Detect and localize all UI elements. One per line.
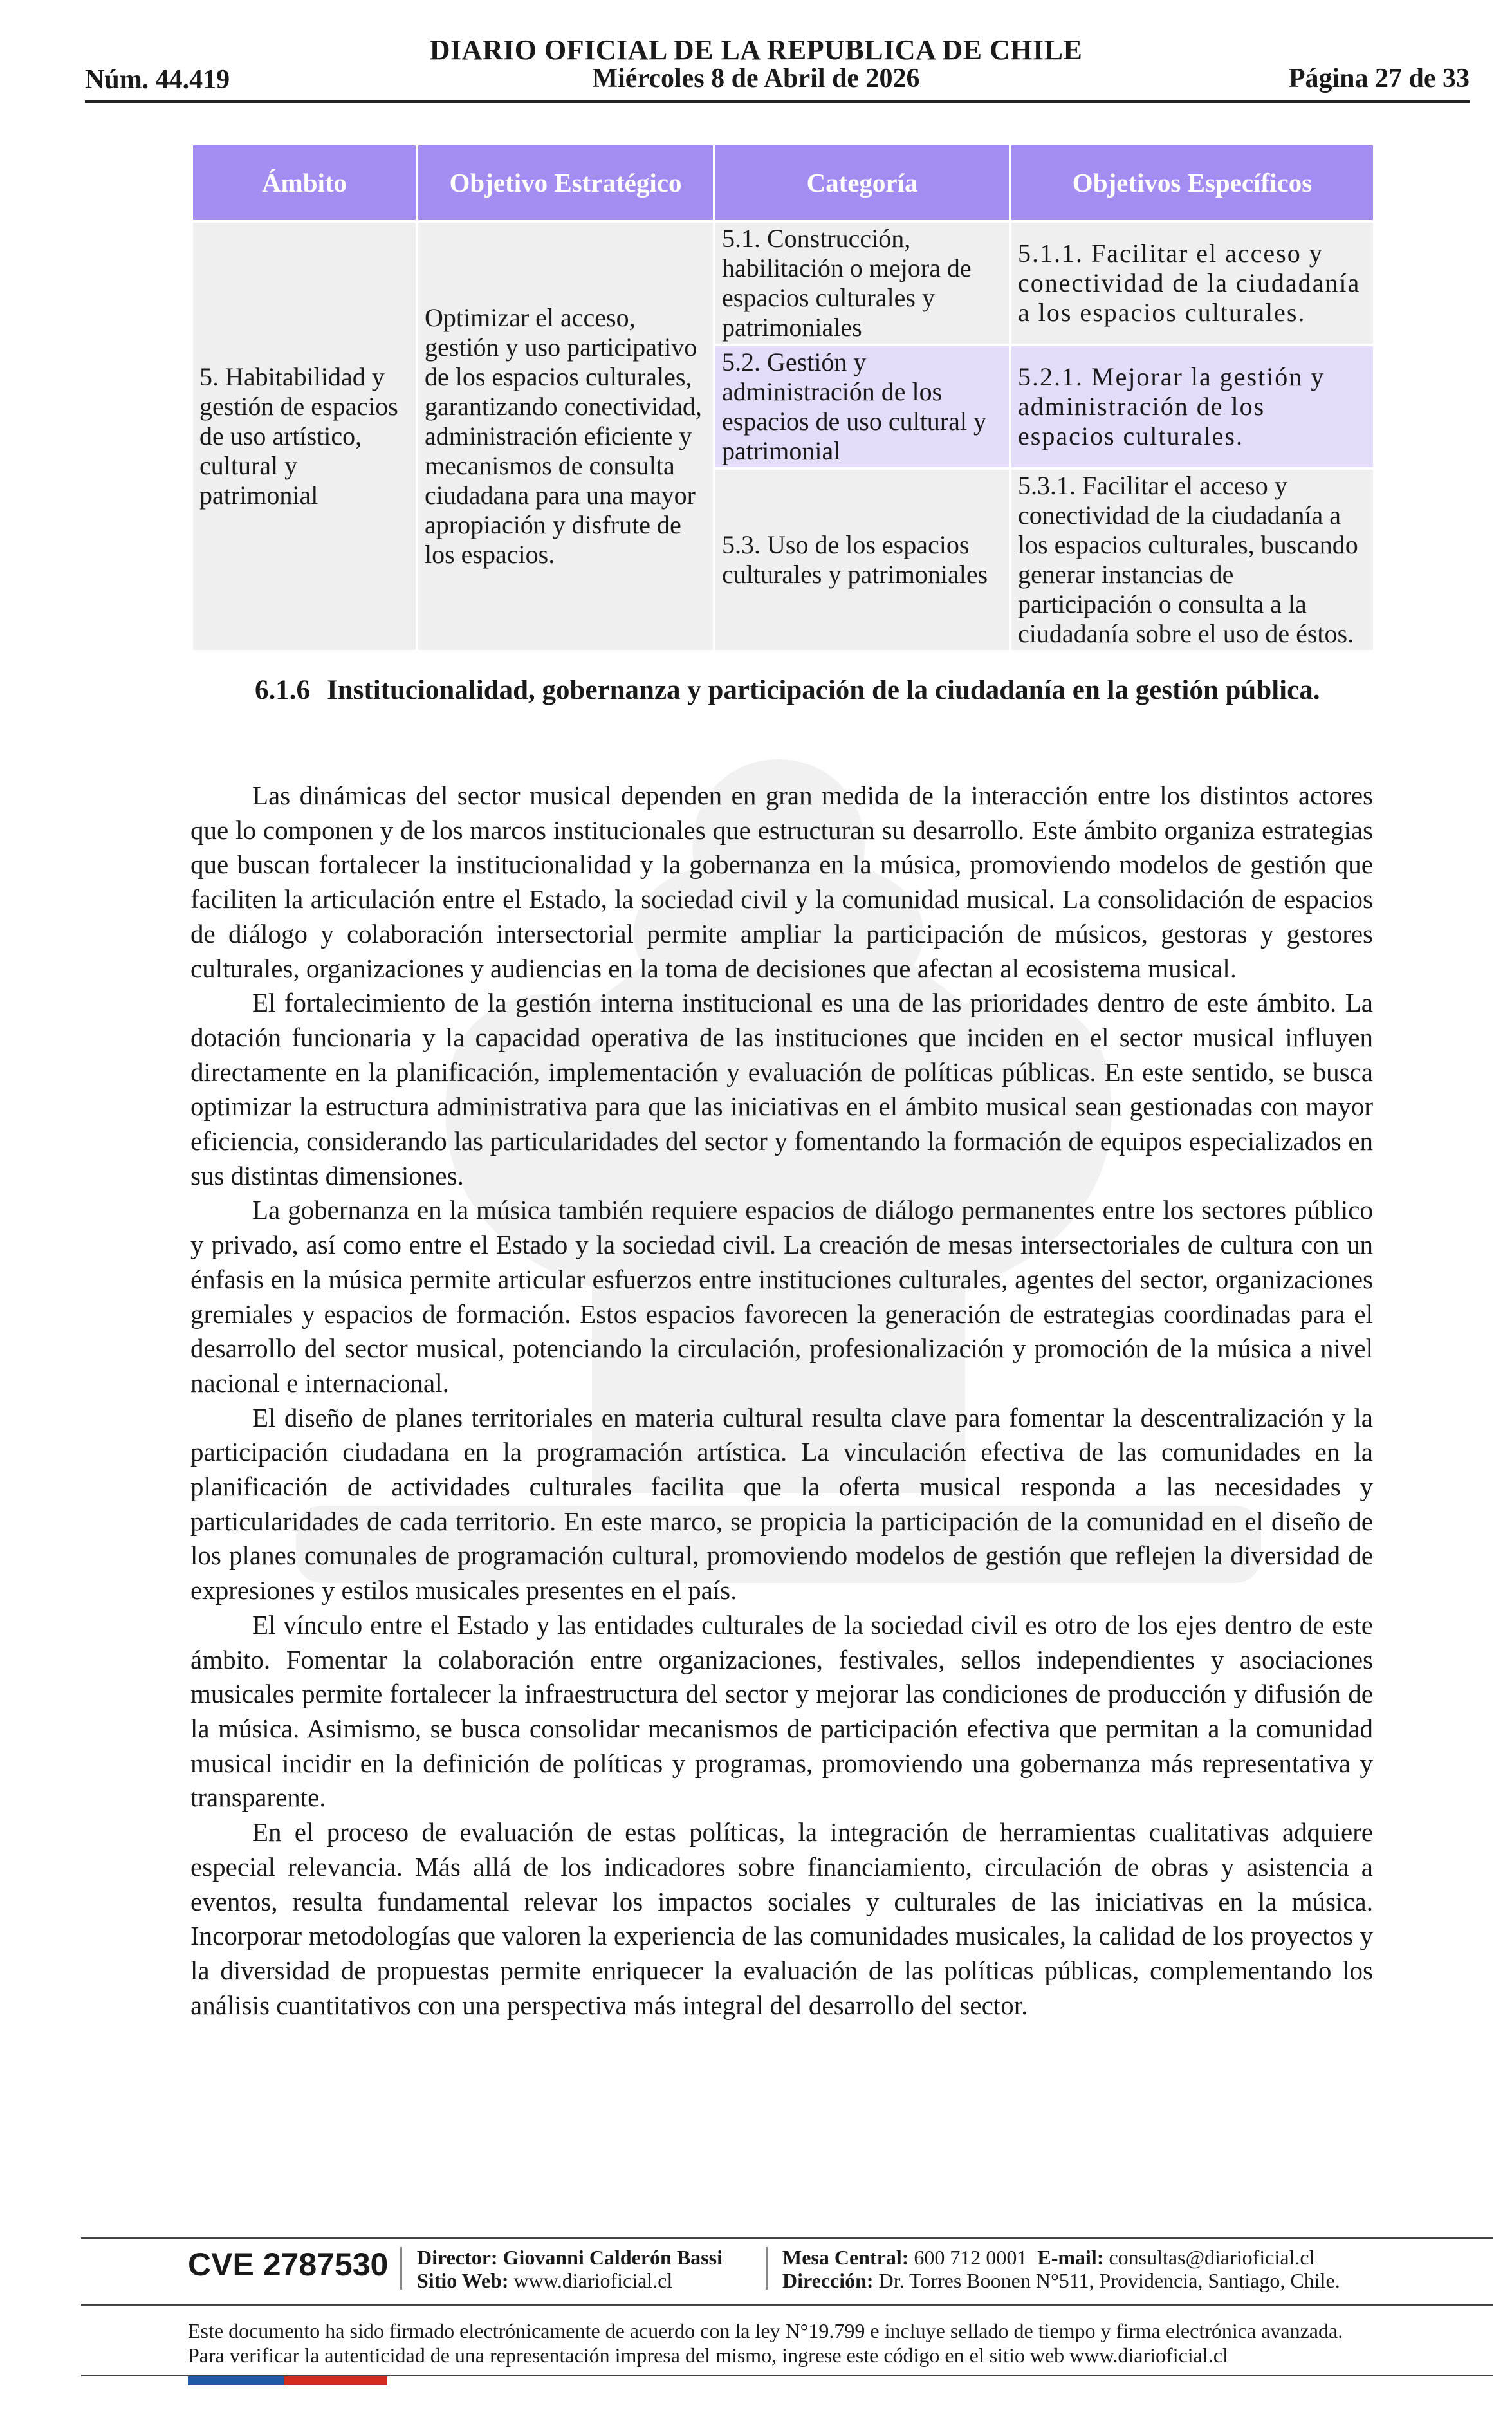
especifico-cell: 5.3.1. Facilitar el acceso y conectividad de la ciudadanía a los espacios culturales, buscando generar instancias de participación o consulta a la ciudadanía sobre el uso de éstos.: [1010, 468, 1374, 651]
paragraph: El vínculo entre el Estado y las entidades culturales de la sociedad civil es otro de los ejes dentro de este ámbito. Fomentar la colaboración entre organizaciones, festivales, sellos independientes y asociaciones musicales permite fortalecer la infraestructura del sector y mejorar las condiciones de producción y difusión de la música. Asimismo, se busca consolidar mecanismos de participación efectiva que permitan a la comunidad musical incidir en la definición de políticas y programas, promoviendo una gobernanza más representativa y transparente.: [190, 1609, 1373, 1813]
especifico-cell: 5.2.1. Mejorar la gestión y administración de los espacios culturales.: [1010, 345, 1374, 468]
direccion-label: Dirección:: [782, 2269, 874, 2292]
page-header: [0, 0, 1512, 109]
signature-note: Este documento ha sido firmado electrónicamente de acuerdo con la ley N°19.799 e incluye sellado de tiempo y firma electrónica avanzada. Para verificar la autenticidad de una representación impresa del mismo, ingrese este código en el sitio web www.diarioficial.cl: [188, 2319, 1343, 2367]
header-categoria: Categoría: [714, 144, 1010, 221]
paragraph: Las dinámicas del sector musical dependen en gran medida de la interacción entre los distintos actores que lo componen y de los marcos institucionales que estructuran su desarrollo. Este ámbito organiza estrategias que buscan fortalecer la institucionalidad y la gobernanza en la música, promoviendo modelos de gestión que faciliten la articulación entre el Estado, la sociedad civil y la comunidad musical. La consolidación de espacios de diálogo y colaboración intersectorial permite ampliar la participación de músicos, gestoras y gestores culturales, organizaciones y audiencias en la toma de decisiones que afectan al ecosistema musical.: [190, 781, 1373, 983]
table-header-row: [192, 144, 1374, 221]
email-label: E-mail:: [1037, 2246, 1104, 2269]
categoria-cell: 5.3. Uso de los espacios culturales y patrimoniales: [714, 468, 1010, 651]
section-number: 6.1.6: [255, 675, 310, 705]
header-objetivo-estrategico: Objetivo Estratégico: [417, 144, 714, 221]
header-ambito: Ámbito: [192, 144, 417, 221]
paragraph: En el proceso de evaluación de estas políticas, la integración de herramientas cualitativas adquiere especial relevancia. Más allá de los indicadores sobre financiamiento, circulación de obras y asistencia a eventos, resulta fundamental relevar los impactos sociales y culturales de las iniciativas en la música. Incorporar metodologías que valoren la experiencia de las comunidades musicales, la calidad de los proyectos y la diversidad de propuestas permite enriquecer la evaluación de las políticas públicas, complementando los análisis cuantitativos con una perspectiva más integral del desarrollo del sector.: [190, 1817, 1373, 2020]
paragraph: El fortalecimiento de la gestión interna institucional es una de las prioridades dentro de este ámbito. La dotación funcionaria y la capacidad operativa de las instituciones que inciden en el sector musical influyen directamente en la planificación, implementación y evaluación de políticas públicas. En este sentido, se busca optimizar la estructura administrativa para que las iniciativas en el ámbito musical sean gestionadas con mayor eficiencia, considerando las particularidades del sector y fomentando la formación de equipos especializados en sus distintas dimensiones.: [190, 988, 1373, 1190]
section-body: [190, 779, 1373, 2023]
paragraph: La gobernanza en la música también requiere espacios de diálogo permanentes entre los sectores público y privado, así como entre el Estado y la sociedad civil. La creación de mesas intersectoriales de cultura con un énfasis en la música permite articular esfuerzos entre instituciones culturales, agentes del sector, organizaciones gremiales y espacios de formación. Estos espacios favorecen la generación de estrategias coordinadas para el desarrollo del sector musical, potenciando la circulación, profesionalización y promoción de la música a nivel nacional e internacional.: [190, 1195, 1373, 1398]
section-title: Institucionalidad, gobernanza y participación de la ciudadanía en la gestión pública.: [327, 675, 1320, 705]
web-link[interactable]: www.diarioficial.cl: [513, 2269, 673, 2292]
publication-title: DIARIO OFICIAL DE LA REPUBLICA DE CHILE: [429, 34, 1083, 66]
mesa-label: Mesa Central:: [782, 2246, 909, 2269]
footer-contact-left: [417, 2246, 723, 2292]
web-label: Sitio Web:: [417, 2269, 509, 2292]
direccion-text: Dr. Torres Boonen N°511, Providencia, Santiago, Chile.: [878, 2269, 1340, 2292]
publication-date: Miércoles 8 de Abril de 2026: [592, 64, 920, 93]
issue-number: Núm. 44.419: [85, 65, 230, 95]
categoria-cell: 5.1. Construcción, habilitación o mejora de espacios culturales y patrimoniales: [714, 221, 1010, 345]
footer-separator: [766, 2247, 768, 2290]
mesa-phone: 600 712 0001: [914, 2246, 1028, 2269]
cve-code: CVE 2787530: [188, 2246, 389, 2282]
page-number: Página 27 de 33: [1288, 64, 1470, 93]
strategy-table: [190, 143, 1376, 653]
flag-stripe: [188, 2376, 387, 2385]
footer-divider: [81, 2237, 1493, 2239]
director-label: Director:: [417, 2246, 498, 2269]
section-heading: [190, 672, 1373, 708]
flag-blue-band: [188, 2376, 284, 2385]
table-row: [192, 221, 1374, 345]
flag-red-band: [284, 2376, 387, 2385]
ambito-cell: 5. Habitabilidad y gestión de espacios de uso artístico, cultural y patrimonial: [192, 221, 417, 651]
categoria-cell: 5.2. Gestión y administración de los espacios de uso cultural y patrimonial: [714, 345, 1010, 468]
objetivo-estrategico-cell: Optimizar el acceso, gestión y uso participativo de los espacios culturales, garantizando conectividad, administración eficiente y mecanismos de consulta ciudadana para una mayor apropiación y disfrute de los espacios.: [417, 221, 714, 651]
footer-separator: [400, 2247, 402, 2290]
director-name: Giovanni Calderón Bassi: [502, 2246, 723, 2269]
paragraph: El diseño de planes territoriales en materia cultural resulta clave para fomentar la descentralización y la participación ciudadana en la programación artística. La vinculación efectiva de las comunidades en la planificación de actividades culturales facilita que la oferta musical responda a las necesidades y particularidades de cada territorio. En este marco, se propicia la participación de la comunidad en el diseño de los planes comunales de programación cultural, promoviendo modelos de gestión que reflejen la diversidad de expresiones y estilos musicales presentes en el país.: [190, 1402, 1373, 1606]
footer-contact-right: [782, 2246, 1340, 2292]
header-objetivos-especificos: Objetivos Específicos: [1010, 144, 1374, 221]
email-link[interactable]: consultas@diarioficial.cl: [1109, 2246, 1315, 2269]
especifico-cell: 5.1.1. Facilitar el acceso y conectividad de la ciudadanía a los espacios culturales.: [1010, 221, 1374, 345]
footer-divider: [81, 2304, 1493, 2306]
header-divider: [85, 100, 1470, 103]
